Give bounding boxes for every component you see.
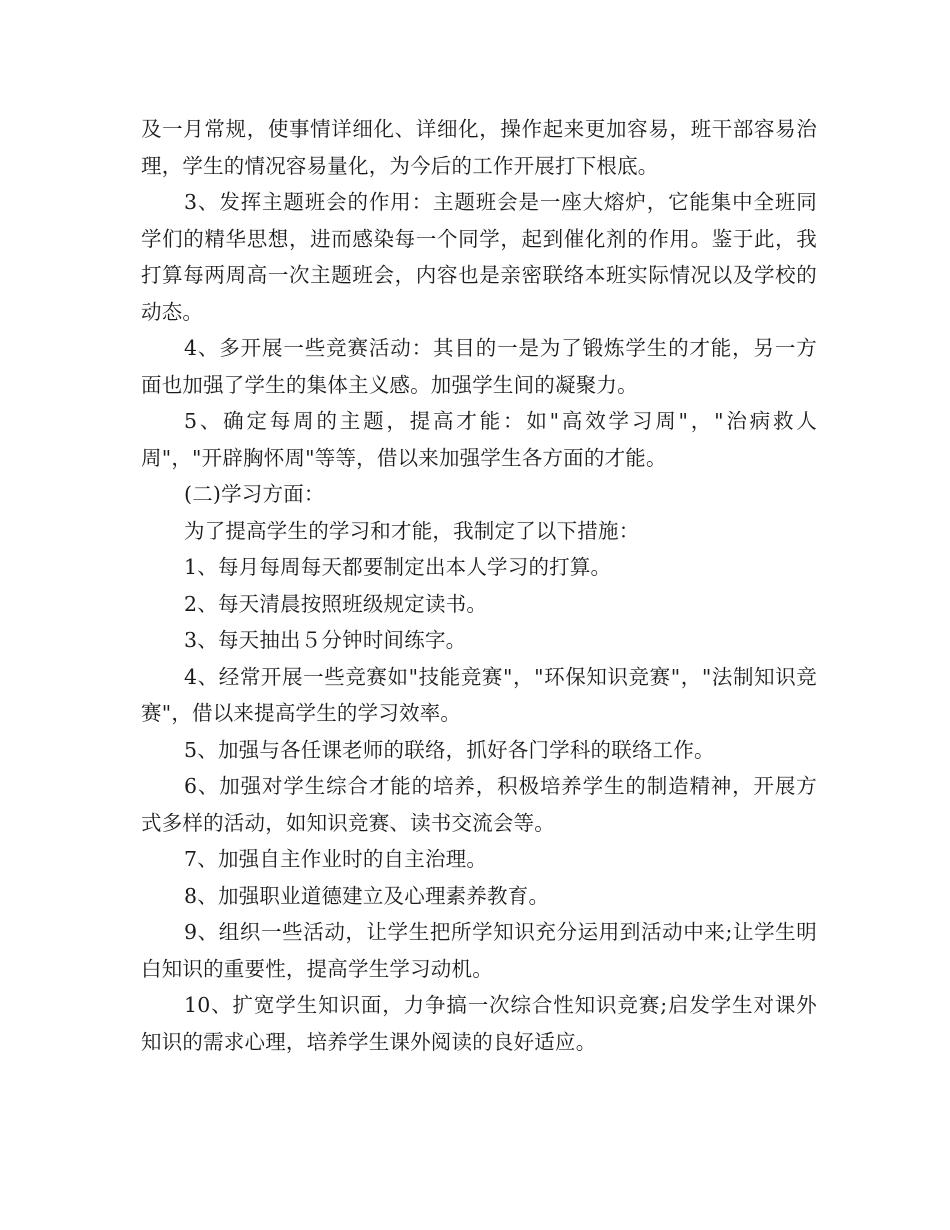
list-item-study-5: 5、加强与各任课老师的联络，抓好各门学科的联络工作。	[184, 737, 715, 762]
list-item-study-2: 2、每天清晨按照班级规定读书。	[184, 591, 488, 616]
list-item-study-6: 6、加强对学生综合才能的培养，积极培养学生的制造精神，开展方式多样的活动，如知识竞赛、读书交流会等。	[141, 774, 817, 835]
list-item-study-10: 10、扩宽学生知识面，力争搞一次综合性知识竞赛;启发学生对课外知识的需求心理，培养学生课外阅读的良好适应。	[141, 993, 817, 1054]
paragraph-item-4-competitions: 4、多开展一些竞赛活动：其目的一是为了锻炼学生的才能，另一方面也加强了学生的集体主义感。加强学生间的凝聚力。	[141, 336, 817, 397]
paragraph-continuation: 及一月常规，使事情详细化、详细化，操作起来更加容易，班干部容易治理，学生的情况容易量化，为今后的工作开展打下根底。	[141, 117, 817, 178]
list-item-study-9: 9、组织一些活动，让学生把所学知识充分运用到活动中来;让学生明白知识的重要性，提高学生学习动机。	[141, 920, 817, 981]
list-item-study-4: 4、经常开展一些竞赛如"技能竞赛"，"环保知识竞赛"，"法制知识竞赛"，借以来提高学生的学习效率。	[141, 664, 817, 725]
paragraph-study-intro: 为了提高学生的学习和才能，我制定了以下措施：	[184, 518, 640, 543]
paragraph-item-3-class-meeting: 3、发挥主题班会的作用：主题班会是一座大熔炉，它能集中全班同学们的精华思想，进而感染每一个同学，起到催化剂的作用。鉴于此，我打算每两周高一次主题班会，内容也是亲密联络本班实际情况以及学校的动态。	[141, 190, 817, 324]
paragraph-item-5-weekly-theme: 5、确定每周的主题，提高才能：如"高效学习周"，"治病救人周"，"开辟胸怀周"等等，借以来加强学生各方面的才能。	[141, 409, 817, 470]
list-item-study-7: 7、加强自主作业时的自主治理。	[184, 847, 488, 871]
list-item-study-1: 1、每月每周每天都要制定出本人学习的打算。	[184, 555, 612, 579]
list-item-study-3: 3、每天抽出５分钟时间练字。	[184, 628, 467, 652]
document-body	[141, 111, 817, 1060]
section-heading-study: (二)学习方面：	[184, 482, 325, 506]
list-item-study-8: 8、加强职业道德建立及心理素养教育。	[184, 883, 550, 908]
